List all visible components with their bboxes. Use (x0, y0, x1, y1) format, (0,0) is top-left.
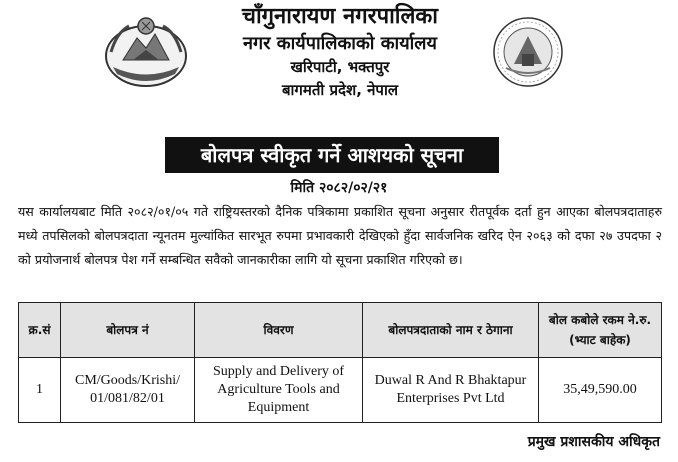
cell-serial: 1 (19, 358, 61, 423)
table-row (19, 358, 662, 423)
cell-amount: 35,49,590.00 (539, 358, 662, 423)
office-name: नगर कार्यपालिकाको कार्यालय (243, 33, 437, 54)
header-amount: बोल कबोले रकम ने.रु.(भ्याट बाहेक) (539, 303, 662, 358)
office-province: बागमती प्रदेश, नेपाल (281, 81, 399, 99)
cell-description: Supply and Delivery of Agriculture Tools and Equipment (195, 358, 363, 423)
notice-body: यस कार्यालयबाट मिति २०८२/०१/०५ गते राष्ट्रियस्तरको दैनिक पत्रिकामा प्रकाशित सूचना अनुसार रीतपूर्वक दर्ता हुन आएका बोलपत्रदाताहरु मध्ये तपसिलको बोलपत्रदाता न्यूनतम मुल्यांकित सारभूत रुपमा प्रभावकारी देखिएको हुँदा सार्वजनिक खरिद ऐन २०६३ को दफा २७ उपदफा २ को प्रयोजनार्थ बोलपत्र पेश गर्ने सम्बन्धित सवैको जानकारीका लागि यो सूचना प्रकाशित गरिएको छ। (18, 204, 662, 267)
signature-title: प्रमुख प्रशासकीय अधिकृत (527, 434, 660, 450)
letterhead (0, 0, 678, 130)
notice-title-banner: बोलपत्र स्वीकृत गर्ने आशयको सूचना (165, 137, 499, 173)
municipality-name: चाँगुनारायण नगरपालिका (242, 4, 438, 29)
cell-bid-number: CM/Goods/Krishi/ 01/081/82/01 (61, 358, 195, 423)
header-description: विवरण (195, 303, 363, 358)
table-header-row (19, 303, 662, 358)
office-title (190, 0, 490, 101)
municipality-seal-icon (492, 16, 564, 88)
header-bidder: बोलपत्रदाताको नाम र ठेगाना (363, 303, 539, 358)
header-bid-number: बोलपत्र नं (61, 303, 195, 358)
bid-table (18, 302, 662, 423)
notice-date: मिति २०८२/०२/२१ (290, 180, 388, 196)
nepal-emblem-icon (103, 12, 189, 88)
header-serial: क्र.सं (19, 303, 61, 358)
office-address: खरिपाटी, भक्तपुर (290, 58, 390, 76)
cell-bidder: Duwal R And R Bhaktapur Enterprises Pvt Ltd (363, 358, 539, 423)
